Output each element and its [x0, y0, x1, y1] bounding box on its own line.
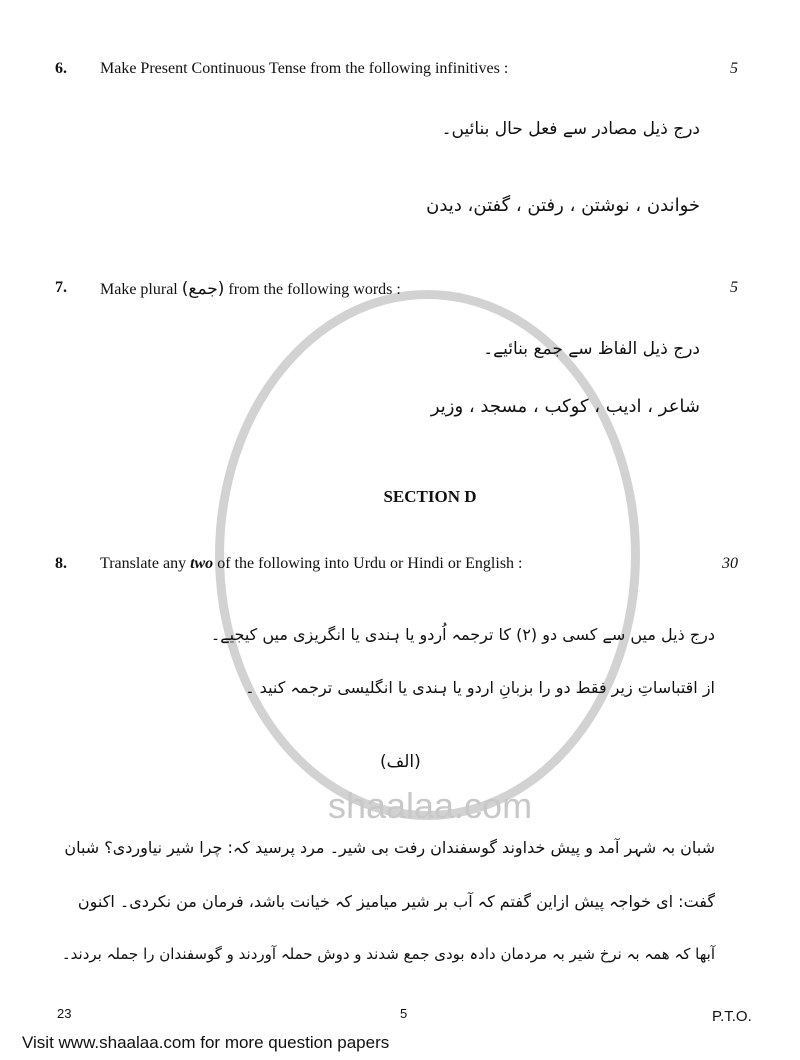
- q8-marks: 30: [722, 555, 738, 572]
- q8-text-before: Translate any: [100, 555, 187, 572]
- footer-visit-link[interactable]: Visit www.shaalaa.com for more question papers: [22, 1033, 390, 1052]
- q6-text: Make Present Continuous Tense from the following infinitives :: [100, 60, 509, 77]
- q7-text-after: from the following words :: [228, 281, 401, 298]
- q8-text: [100, 555, 523, 573]
- q7-text: [100, 279, 401, 299]
- q7-marks: 5: [730, 279, 738, 296]
- q7-urdu-words: شاعر ، ادیب ، کوکب ، مسجد ، وزیر: [430, 396, 700, 417]
- section-heading: SECTION D: [383, 487, 477, 506]
- q7-text-before: Make plural: [100, 281, 178, 298]
- q8-urdu-instruction: درج ذیل میں سے کسی دو (۲) کا ترجمہ اُردو یا ہندی یا انگریزی میں کیجیے۔: [210, 625, 715, 644]
- footer-page-number: 5: [400, 1006, 408, 1021]
- passage-line: آبھا کہ ھمہ بہ نرخ شیر بہ مردمان دادہ بودی جمع شدند و دوش حملہ آوردند و گوسفندان را جملہ بردند۔: [61, 945, 715, 963]
- q7-number: 7.: [55, 279, 67, 296]
- watermark-text: shaalaa.com: [327, 785, 533, 826]
- q8-persian-instruction: از اقتباساتِ زیر فقط دو را بزبانِ اردو یا ہندی یا انگلیسی ترجمہ کنید ۔: [245, 678, 715, 697]
- passage-line: گفت: ای خواجہ پیش ازاین گفتم کہ آب بر شیر میامیز کہ خیانت باشد، فرمان من نکردی۔ اکنون: [77, 892, 715, 911]
- footer-code: 23: [57, 1006, 72, 1021]
- q6-marks: 5: [730, 60, 738, 77]
- q8-number: 8.: [55, 555, 67, 572]
- q8-text-after: of the following into Urdu or Hindi or English :: [217, 555, 523, 572]
- q6-urdu-words: خواندن ، نوشتن ، رفتن ، گفتن، دیدن: [426, 195, 700, 216]
- q6-number: 6.: [55, 60, 67, 77]
- q7-urdu-term: (جمع): [181, 279, 225, 299]
- passage-line: شبان بہ شہر آمد و پیش خداوند گوسفندان رفت بی شیر۔ مرد پرسید کہ: چرا شیر نیاوردی؟ شبان: [64, 838, 715, 857]
- q8-emphasis: two: [190, 555, 214, 572]
- q7-urdu-instruction: درج ذیل الفاظ سے جمع بنائیے۔: [483, 339, 700, 359]
- q8-part-label: (الف): [380, 752, 421, 772]
- footer-pto: P.T.O.: [712, 1008, 752, 1025]
- q6-urdu-instruction: درج ذیل مصادر سے فعل حال بنائیں۔: [441, 119, 700, 139]
